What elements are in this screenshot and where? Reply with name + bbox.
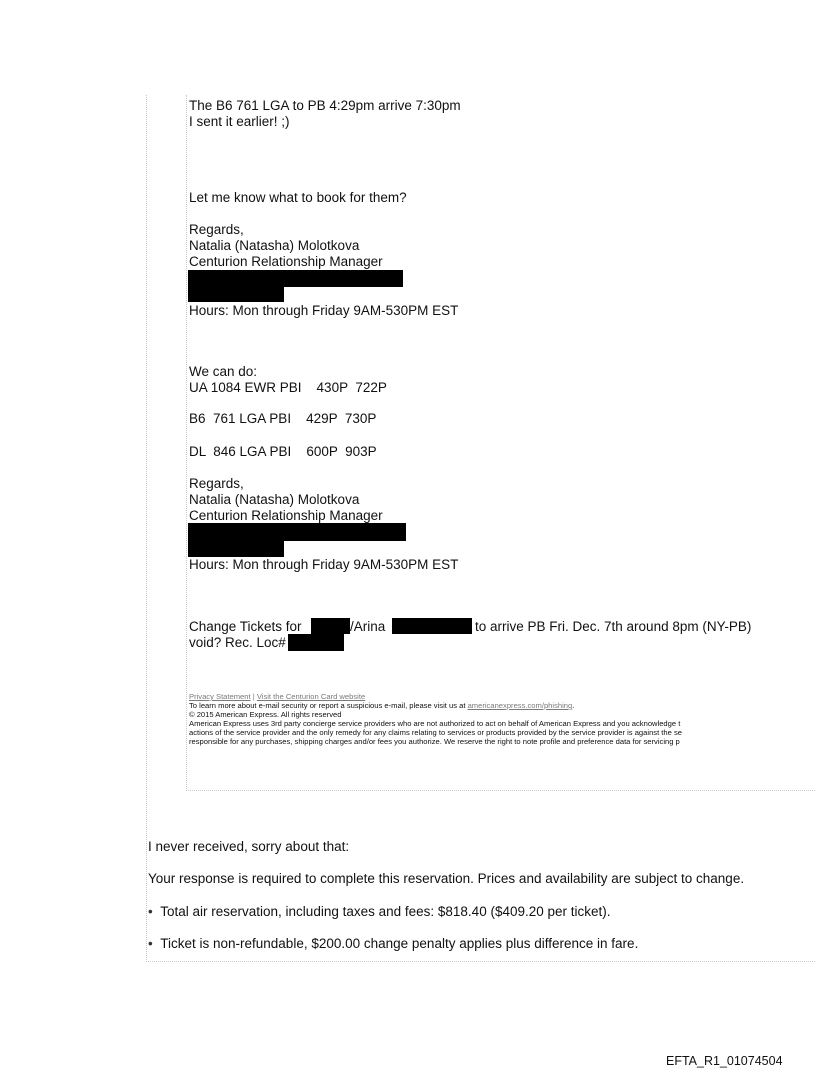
redaction-box [188,541,284,557]
flight-option-ua: UA 1084 EWR PBI 430P 722P [189,380,387,395]
disclaimer-line: American Express uses 3rd party concierge service providers who are not authorized to act on behalf of American Express and you acknowledge t [189,719,681,728]
change-request-prefix: Change Tickets for [189,619,302,634]
centurion-website-link[interactable]: Visit the Centurion Card website [256,692,366,701]
privacy-statement-link[interactable]: Privacy Statement [189,692,251,701]
security-notice-end: . [572,701,575,710]
redaction-box [188,270,403,287]
signature1-hours: Hours: Mon through Friday 9AM-530PM EST [189,303,459,318]
redaction-box [188,523,406,541]
bullet-marker: • [148,904,153,919]
signature1-title: Centurion Relationship Manager [189,254,383,269]
void-record-locator: void? Rec. Loc# [189,635,286,650]
footer-link-separator: | [250,692,257,701]
non-refundable-text: Ticket is non-refundable, $200.00 change penalty applies plus difference in fare. [160,936,639,951]
response-required-line: Your response is required to complete this reservation. Prices and availability are subject to change. [148,871,745,886]
redaction-box [311,618,350,634]
redaction-box [188,287,284,302]
phishing-link[interactable]: americanexpress.com/phishing [467,701,573,710]
ask-booking-line: Let me know what to book for them? [189,190,407,205]
flight-line: The B6 761 LGA to PB 4:29pm arrive 7:30pm [189,98,461,113]
document-id: EFTA_R1_01074504 [666,1054,783,1068]
redaction-box [288,634,344,651]
signature2-regards: Regards, [189,476,244,491]
bullet-non-refundable [148,936,638,952]
redaction-box [392,618,472,634]
flight-option-b6: B6 761 LGA PBI 429P 730P [189,411,377,426]
disclaimer-line: responsible for any purchases, shipping charges and/or fees you authorize. We reserve the right to note profile and preference data for servicing p [189,737,680,746]
signature2-title: Centurion Relationship Manager [189,508,383,523]
sent-earlier-line: I sent it earlier! ;) [189,114,290,129]
bullet-total-reservation [148,904,611,920]
footer-links [189,692,365,701]
options-intro: We can do: [189,364,258,379]
copyright-line: © 2015 American Express. All rights reserved [189,710,342,719]
disclaimer-line: actions of the service provider and the only remedy for any claims relating to services or products provided by the service provider is against the se [189,728,682,737]
change-request-mid: /Arina [350,619,386,634]
signature2-name: Natalia (Natasha) Molotkova [189,492,360,507]
signature2-hours: Hours: Mon through Friday 9AM-530PM EST [189,557,459,572]
security-notice [189,701,574,710]
flight-option-dl: DL 846 LGA PBI 600P 903P [189,444,377,459]
signature1-regards: Regards, [189,222,244,237]
never-received-line: I never received, sorry about that: [148,839,350,854]
bullet-marker: • [148,936,153,951]
signature1-name: Natalia (Natasha) Molotkova [189,238,360,253]
security-notice-text: To learn more about e-mail security or report a suspicious e-mail, please visit us at [189,701,468,710]
change-request-suffix: to arrive PB Fri. Dec. 7th around 8pm (NY-PB) [475,619,752,634]
total-reservation-text: Total air reservation, including taxes and fees: $818.40 ($409.20 per ticket). [160,904,611,919]
